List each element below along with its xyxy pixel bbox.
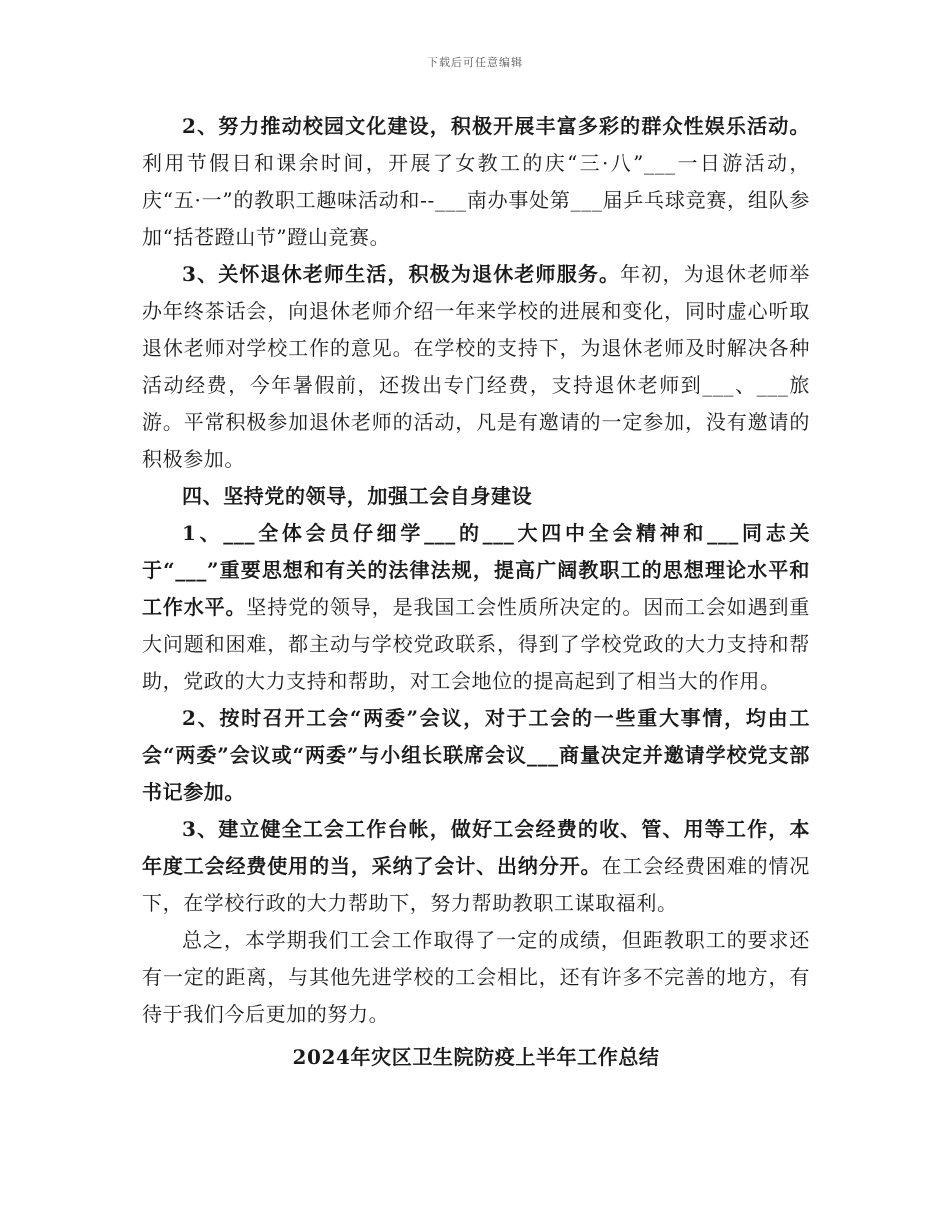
- paragraph-summary: [142, 922, 810, 1033]
- paragraph-study: [142, 515, 810, 700]
- page-header-note: 下载后可任意编辑: [427, 56, 523, 69]
- paragraph-heading: 1、___全体会员仔细学___的___大四中全会精神和___同志关于“___”重要思想和有关的法律法规，提高广阔教职工的思想理论水平和工作水平。: [142, 521, 810, 619]
- paragraph-text: 在工会经费困难的情况下，在学校行政的大力帮助下，努力帮助教职工谋取福利。: [142, 854, 811, 915]
- paragraph-text: 利用节假日和课余时间，开展了女教工的庆“三·八”___一日游活动，庆“五·一”的教职工趣味活动和--___南办事处第___届乒乓球竞赛，组队参加“括苍蹬山节”蹬山竞赛。: [142, 151, 810, 249]
- paragraph-funds: [142, 811, 810, 922]
- paragraph-heading: 3、关怀退休老师生活，积极为退休老师服务。: [182, 262, 621, 286]
- paragraph-campus-culture: [142, 108, 810, 256]
- paragraph-text: 年初，为退休老师举办年终茶话会，向退休老师介绍一年来学校的进展和变化，同时虚心听取退休老师对学校工作的意见。在学校的支持下，为退休老师及时解决各种活动经费，今年暑假前，还拨出专门经费，支持退休老师到___、___旅游。平常积极参加退休老师的活动，凡是有邀请的一定参加，没有邀请的积极参加。: [142, 262, 811, 471]
- document-body: [142, 108, 810, 1076]
- paragraph-heading: 3、建立健全工会工作台帐，做好工会经费的收、管、用等工作，本年度工会经费使用的当，采纳了会计、出纳分开。: [142, 817, 810, 878]
- paragraph-meetings: [142, 700, 810, 811]
- section-heading-four: [142, 478, 810, 515]
- paragraph-heading: 2、按时召开工会“两委”会议，对于工会的一些重大事情，均由工会“两委”会议或“两委”与小组长联席会议___商量决定并邀请学校党支部书记参加。: [142, 706, 810, 804]
- paragraph-heading: 2、努力推动校园文化建设，积极开展丰富多彩的群众性娱乐活动。: [182, 114, 810, 138]
- section-heading-text: 四、坚持党的领导，加强工会自身建设: [182, 484, 533, 508]
- paragraph-text: 总之，本学期我们工会工作取得了一定的成绩，但距教职工的要求还有一定的距离，与其他先进学校的工会相比，还有许多不完善的地方，有待于我们今后更加的努力。: [142, 928, 810, 1026]
- paragraph-retired-teachers: [142, 256, 810, 478]
- paragraph-text: 坚持党的领导，是我国工会性质所决定的。因而工会如遇到重大问题和困难，都主动与学校党政联系，得到了学校党政的大力支持和帮助，党政的大力支持和帮助，对工会地位的提高起到了相当大的作用。: [142, 595, 810, 693]
- next-document-title: 2024年灾区卫生院防疫上半年工作总结: [292, 1045, 660, 1069]
